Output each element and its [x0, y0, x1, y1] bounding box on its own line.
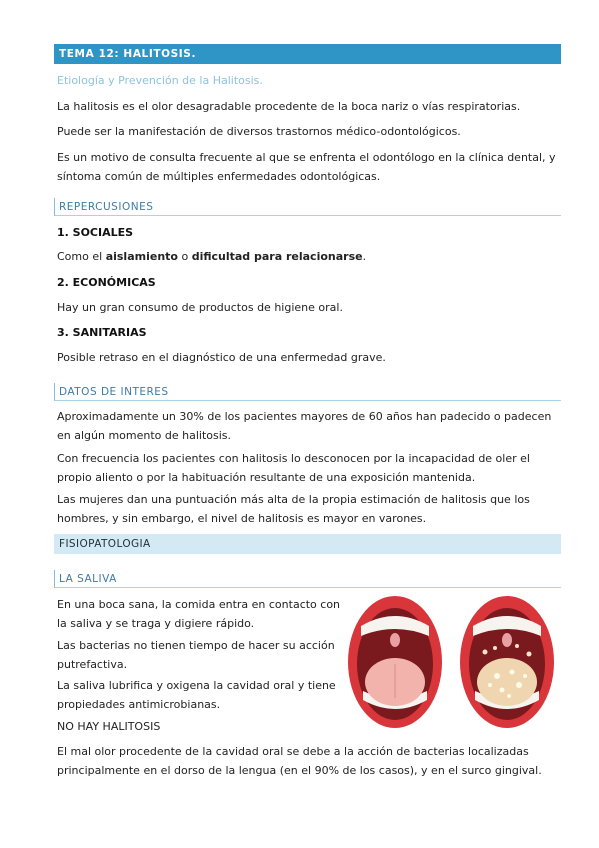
saliva-paragraph-3: La saliva lubrifica y oxigena la cavidad oral y tiene propiedades antimicrobianas.: [57, 679, 336, 711]
datos-paragraph-2: Con frecuencia los pacientes con halitosis lo desconocen por la incapacidad de oler el propio aliento o por la habituación resultante de una exposición mantenida.: [57, 452, 530, 484]
bold-term-dificultad: dificultad para relacionarse: [191, 250, 363, 263]
item-text-sociales: [57, 247, 562, 266]
saliva-conclusion: NO HAY HALITOSIS: [57, 720, 161, 733]
subtitle: Etiología y Prevención de la Halitosis.: [57, 74, 263, 87]
bold-term-aislamiento: aislamiento: [105, 250, 178, 263]
page-title-text: TEMA 12: HALITOSIS.: [59, 48, 197, 60]
subsection-heading-saliva: [54, 570, 561, 588]
datos-paragraph-1: Aproximadamente un 30% de los pacientes mayores de 60 años han padecido o padecen en algún momento de halitosis.: [57, 410, 552, 442]
section-heading-text: DATOS DE INTERES: [59, 385, 169, 398]
intro-paragraph-3: Es un motivo de consulta frecuente al que se enfrenta el odontólogo en la clínica dental, y síntoma común de múltiples enfermedades odontológicas.: [57, 151, 556, 183]
section-heading-datos: [54, 383, 561, 401]
mouth-illustration: [347, 592, 559, 732]
saliva-paragraph-2: Las bacterias no tienen tiempo de hacer su acción putrefactiva.: [57, 639, 335, 671]
section-heading-text: REPERCUSIONES: [59, 200, 154, 213]
halitosis-mouth-image: [460, 596, 554, 728]
section-banner-fisiopatologia: [54, 534, 561, 554]
item-heading-economicas: 2. ECONÓMICAS: [57, 276, 156, 289]
intro-paragraph-2: Puede ser la manifestación de diversos trastornos médico-odontológicos.: [57, 125, 461, 138]
item-heading-sociales: 1. SOCIALES: [57, 226, 134, 239]
item-text-economicas: Hay un gran consumo de productos de higiene oral.: [57, 301, 343, 314]
text-fragment: .: [362, 250, 367, 263]
item-text-sanitarias: Posible retraso en el diagnóstico de una enfermedad grave.: [57, 351, 386, 364]
closing-paragraph: El mal olor procedente de la cavidad oral se debe a la acción de bacterias localizadas principalmente en el dorso de la lengua (en el 90% de los casos), y en el surco gingival.: [57, 745, 542, 777]
datos-paragraph-3: Las mujeres dan una puntuación más alta de la propia estimación de halitosis que los hombres, y sin embargo, el nivel de halitosis es mayor en varones.: [57, 493, 530, 525]
healthy-mouth-image: [348, 596, 442, 728]
section-heading-repercusiones: [54, 198, 561, 216]
intro-paragraph-1: La halitosis es el olor desagradable procedente de la boca nariz o vías respiratorias.: [57, 100, 521, 113]
subsection-heading-text: LA SALIVA: [59, 572, 117, 585]
section-banner-text: FISIOPATOLOGIA: [59, 538, 151, 550]
text-fragment: o: [177, 250, 192, 263]
page-title: [54, 44, 561, 64]
text-fragment: Como el: [57, 250, 106, 263]
item-heading-sanitarias: 3. SANITARIAS: [57, 326, 147, 339]
saliva-paragraph-1: En una boca sana, la comida entra en contacto con la saliva y se traga y digiere rápido.: [57, 598, 341, 630]
